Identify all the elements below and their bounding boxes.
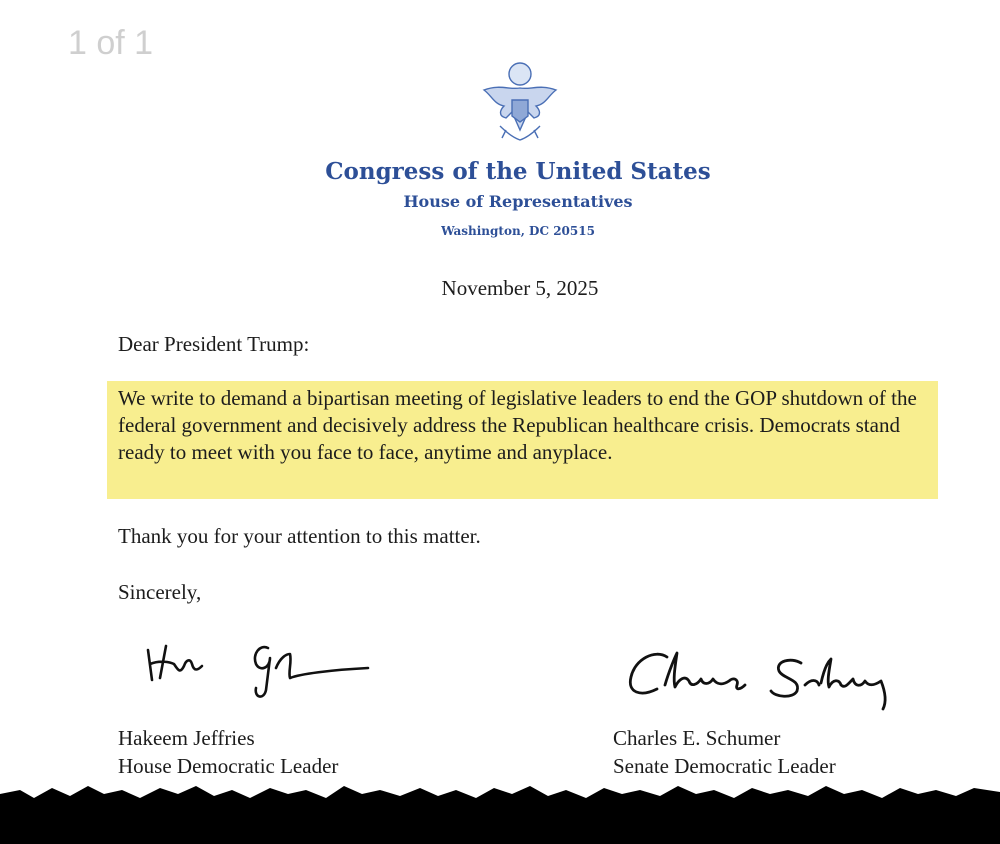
signature-schumer [625, 635, 895, 715]
letterhead-congress: Congress of the United States [325, 158, 711, 185]
signer-title: Senate Democratic Leader [613, 754, 836, 778]
signer-name: Charles E. Schumer [613, 726, 781, 750]
closing: Sincerely, [118, 580, 202, 604]
salutation: Dear President Trump: [118, 332, 310, 356]
letter-date: November 5, 2025 [441, 276, 599, 300]
eagle-seal-icon [470, 60, 570, 150]
letterhead-address: Washington, DC 20515 [441, 224, 595, 238]
thanks-line: Thank you for your attention to this matter. [118, 524, 481, 548]
page-counter: 1 of 1 [68, 24, 154, 62]
torn-page-edge [0, 760, 1000, 844]
letterhead-house: House of Representatives [403, 192, 633, 211]
signer-name: Hakeem Jeffries [118, 726, 255, 750]
signer-title: House Democratic Leader [118, 754, 339, 778]
highlighted-paragraph: We write to demand a bipartisan meeting of legislative leaders to end the GOP shutdown of the federal government and decisively address the Republican healthcare crisis. Democrats stand ready to meet with you face to face, anytime and anyplace. [118, 386, 917, 464]
signature-jeffries [140, 628, 380, 708]
